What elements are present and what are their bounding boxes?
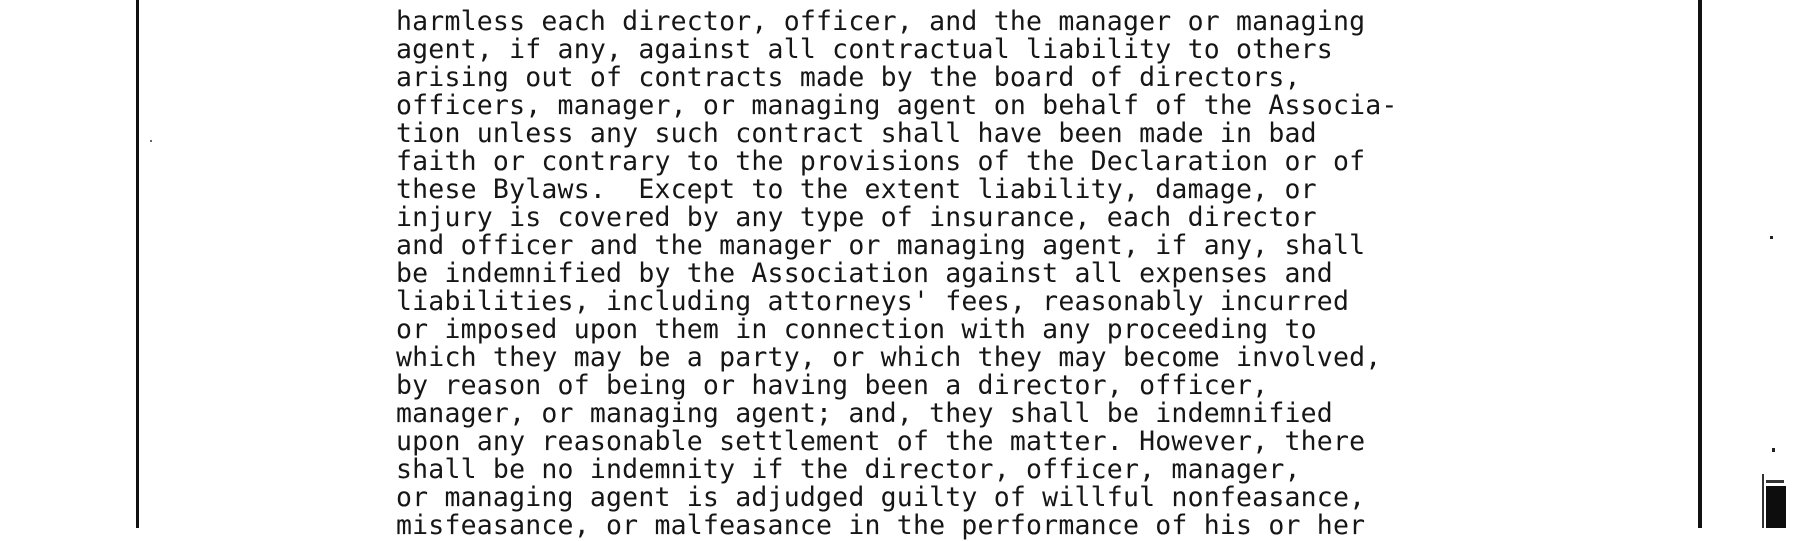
scan-speck xyxy=(1772,448,1775,452)
text-line: and officer and the manager or managing agent, if any, shall xyxy=(396,230,1366,261)
text-line: shall be no indemnity if the director, officer, manager, xyxy=(396,454,1301,485)
text-line: faith or contrary to the provisions of the Declaration or of xyxy=(396,146,1366,177)
page-border-right xyxy=(1698,0,1702,528)
scan-speck xyxy=(150,140,152,142)
text-line: which they may be a party, or which they may become involved, xyxy=(396,342,1382,373)
scan-edge-mark xyxy=(1766,480,1784,483)
document-body-text xyxy=(396,8,1696,540)
text-line: harmless each director, officer, and the manager or managing xyxy=(396,6,1366,37)
text-line: injury is covered by any type of insurance, each director xyxy=(396,202,1317,233)
text-line: officers, manager, or managing agent on behalf of the Associa- xyxy=(396,90,1398,121)
scan-edge-mark xyxy=(1762,474,1764,528)
text-line: or managing agent is adjudged guilty of willful nonfeasance, xyxy=(396,482,1366,513)
scan-edge-mark xyxy=(1766,486,1786,528)
text-line: manager, or managing agent; and, they shall be indemnified xyxy=(396,398,1333,429)
text-line: misfeasance, or malfeasance in the performance of his or her xyxy=(396,510,1366,541)
text-line: upon any reasonable settlement of the matter. However, there xyxy=(396,426,1366,457)
page-border-left xyxy=(136,0,139,528)
text-line: or imposed upon them in connection with any proceeding to xyxy=(396,314,1317,345)
text-line: arising out of contracts made by the board of directors, xyxy=(396,62,1301,93)
text-line: these Bylaws. Except to the extent liability, damage, or xyxy=(396,174,1317,205)
text-line: tion unless any such contract shall have been made in bad xyxy=(396,118,1317,149)
text-line: liabilities, including attorneys' fees, reasonably incurred xyxy=(396,286,1350,317)
text-line: agent, if any, against all contractual liability to others xyxy=(396,34,1333,65)
text-line: by reason of being or having been a director, officer, xyxy=(396,370,1269,401)
text-line: be indemnified by the Association against all expenses and xyxy=(396,258,1333,289)
scan-speck xyxy=(1770,236,1773,239)
